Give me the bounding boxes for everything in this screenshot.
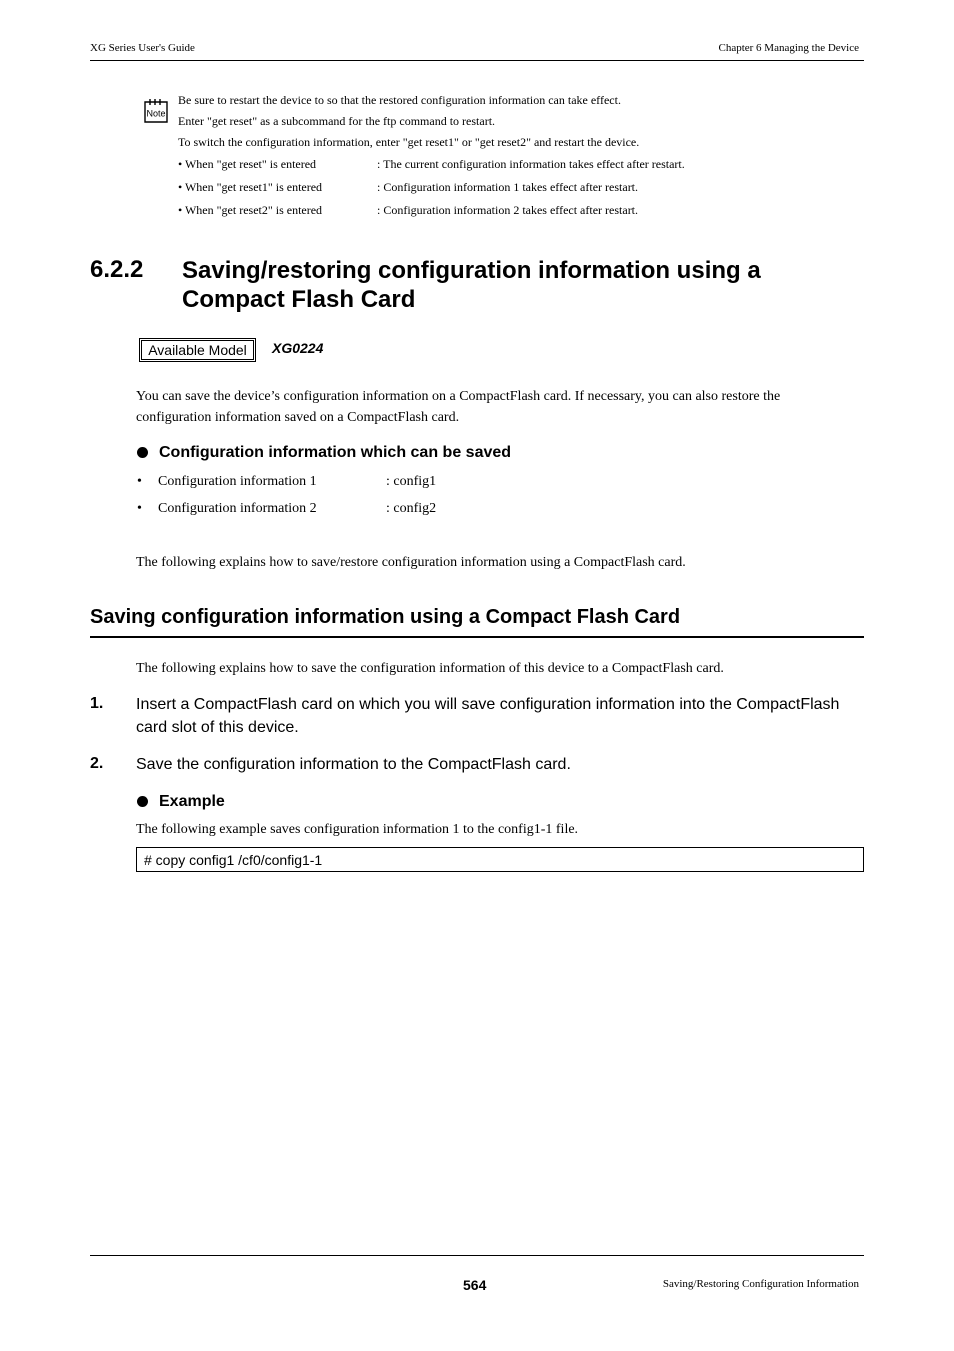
note-bullet-3: • When "get reset2" is entered [178, 203, 323, 217]
note-line-1: Be sure to restart the device to so that the restored configuration information can take effect. [178, 93, 621, 107]
bullet-dot-icon [137, 447, 148, 458]
footer-divider [90, 1255, 864, 1256]
section-intro: You can save the device’s configuration information on a CompactFlash card. If necessary, you can also restore the configuration information saved on a CompactFlash card. [136, 389, 781, 425]
note-icon [142, 97, 170, 125]
list-bullet-icon: • [137, 474, 142, 489]
header-left: XG Series User's Guide [90, 42, 195, 54]
list-bullet-icon: • [137, 501, 142, 516]
footer-right: Saving/Restoring Configuration Information [662, 1278, 859, 1290]
step-text: Insert a CompactFlash card on which you will save configuration information into the CompactFlash card slot of this device. [136, 696, 840, 736]
section-title-line-1: Saving/restoring configuration information using a [182, 257, 761, 284]
subsection-divider [90, 636, 864, 638]
saved-item-name: Configuration information 2 [158, 501, 317, 516]
example-heading: Example [159, 793, 225, 810]
step-number: 1. [90, 695, 104, 712]
available-model-label: Available Model [139, 338, 256, 362]
note-bullet-effect: : Configuration information 2 takes effect after restart. [377, 203, 639, 217]
page-number: 564 [463, 1277, 487, 1293]
svg-text:Note: Note [146, 108, 166, 119]
note-bullet-when: When "get reset" is entered [184, 157, 317, 171]
note-bullet-effect: : The current configuration information takes effect after restart. [377, 157, 685, 171]
note-bullet-effect: : Configuration information 1 takes effect after restart. [377, 180, 639, 194]
section-title [182, 256, 761, 314]
code-example: # copy config1 /cf0/config1-1 [136, 847, 864, 872]
saved-item-name: Configuration information 1 [158, 474, 317, 489]
section-number: 6.2.2 [90, 256, 144, 283]
section-following: The following explains how to save/restore configuration information using a CompactFlash card. [136, 555, 686, 570]
example-text: The following example saves configuration information 1 to the config1-1 file. [136, 822, 579, 837]
bullet-dot-icon [137, 796, 148, 807]
step-number: 2. [90, 755, 104, 772]
note-bullet-when: When "get reset2" is entered [184, 203, 323, 217]
saved-heading: Configuration information which can be saved [159, 444, 512, 461]
subsection-title: Saving configuration information using a Compact Flash Card [90, 606, 681, 628]
saved-item-value: : config2 [386, 501, 437, 516]
available-model-value: XG0224 [272, 340, 324, 356]
subsection-intro: The following explains how to save the configuration information of this device to a CompactFlash card. [136, 661, 724, 676]
note-line-3: To switch the configuration information, enter "get reset1" or "get reset2" and restart the device. [178, 135, 640, 149]
saved-item-value: : config1 [386, 474, 437, 489]
header-right: Chapter 6 Managing the Device [718, 42, 859, 54]
section-title-line-2: Compact Flash Card [182, 286, 416, 313]
header-divider [90, 60, 864, 61]
note-line-2: Enter "get reset" as a subcommand for the ftp command to restart. [178, 114, 496, 128]
note-bullet-when: When "get reset1" is entered [184, 180, 323, 194]
step-text: Save the configuration information to the CompactFlash card. [136, 756, 571, 773]
note-bullet-2: • When "get reset1" is entered [178, 180, 323, 194]
note-bullet-1: • When "get reset" is entered [178, 157, 317, 171]
